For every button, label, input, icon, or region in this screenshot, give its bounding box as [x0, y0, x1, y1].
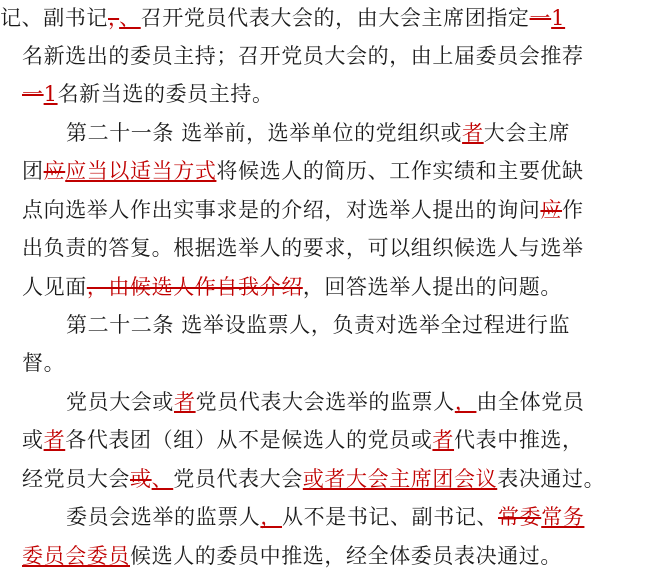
text-run: 由全体党员 — [476, 390, 585, 414]
text-run: 经党员大会 — [22, 467, 130, 491]
inserted-text: ， — [260, 505, 283, 529]
deleted-text: 应 — [540, 198, 563, 222]
text-run: 团 — [22, 159, 44, 183]
text-line — [66, 119, 653, 147]
inserted-text: 1 — [43, 82, 58, 106]
text-line — [22, 542, 609, 570]
text-line — [0, 4, 587, 32]
text-line — [22, 196, 609, 224]
text-run: ，回答选举人提出的问题。 — [302, 275, 563, 299]
text-run: 党员代表大会选举的监票人 — [195, 390, 455, 414]
text-run: 名新当选的委员主持。 — [57, 82, 274, 106]
inserted-text: 者 — [174, 390, 196, 414]
text-run: 出负责的答复。根据选举人的要求，可以组织候选人与选举 — [22, 236, 584, 260]
inserted-text: 者 — [43, 428, 66, 452]
text-run: 召开党员代表大会的，由大会主席团指定 — [140, 6, 530, 30]
text-run: 记、副书记 — [0, 6, 108, 30]
text-line — [66, 311, 653, 339]
inserted-text: 1 — [551, 6, 566, 30]
inserted-text: ， — [454, 390, 477, 414]
deleted-text: 常委 — [498, 505, 542, 529]
text-line — [22, 80, 609, 108]
text-line — [22, 234, 609, 262]
text-run: 作 — [562, 198, 584, 222]
text-run: 第二十一条 选举前，选举单位的党组织或 — [66, 121, 463, 145]
text-line — [22, 349, 609, 377]
text-run: 名新选出的委员主持；召开党员大会的，由上届委员会推荐 — [22, 44, 584, 68]
text-line — [22, 465, 609, 493]
text-run: 督。 — [22, 351, 66, 375]
text-run: 人见面 — [22, 275, 87, 299]
inserted-text: 常务 — [541, 505, 585, 529]
text-run: 从不是书记、副书记、 — [282, 505, 499, 529]
deleted-text: ，由候选人作自我介绍 — [86, 275, 303, 299]
inserted-text: 者 — [432, 428, 455, 452]
text-line — [22, 426, 609, 454]
text-run: 候选人的委员中推选，经全体委员表决通过。 — [130, 544, 562, 568]
text-run: 党员大会或 — [66, 390, 174, 414]
text-line — [22, 273, 609, 301]
inserted-text: 、 — [119, 6, 141, 30]
text-line — [22, 157, 609, 185]
deleted-text: 一 — [529, 6, 552, 30]
inserted-text: 应当以适当方式 — [65, 159, 217, 183]
text-run: 党员代表大会 — [173, 467, 303, 491]
text-line — [66, 388, 653, 416]
deleted-text: 一 — [22, 82, 44, 106]
inserted-text: 或者大会主席团会议 — [302, 467, 498, 491]
inserted-text: 者 — [462, 121, 484, 145]
text-run: 点向选举人作出实事求是的介绍，对选举人提出的询问 — [22, 198, 541, 222]
text-run: 大会主席 — [483, 121, 571, 145]
deleted-text: ， — [108, 6, 120, 30]
text-line — [66, 503, 653, 531]
inserted-text: 委员会委员 — [22, 544, 130, 568]
text-run: 或 — [22, 428, 44, 452]
text-line — [22, 42, 609, 70]
text-run: 第二十二条 选举设监票人，负责对选举全过程进行监 — [66, 313, 571, 337]
deleted-text: 或 — [130, 467, 152, 491]
text-run: 委员会选举的监票人 — [66, 505, 261, 529]
text-run: 代表中推选， — [454, 428, 584, 452]
text-run: 将候选人的简历、工作实绩和主要优缺 — [216, 159, 584, 183]
inserted-text: 、 — [151, 467, 174, 491]
text-run: 各代表团（组）从不是候选人的党员或 — [65, 428, 433, 452]
deleted-text: 应 — [43, 159, 66, 183]
text-run: 表决通过。 — [497, 467, 606, 491]
